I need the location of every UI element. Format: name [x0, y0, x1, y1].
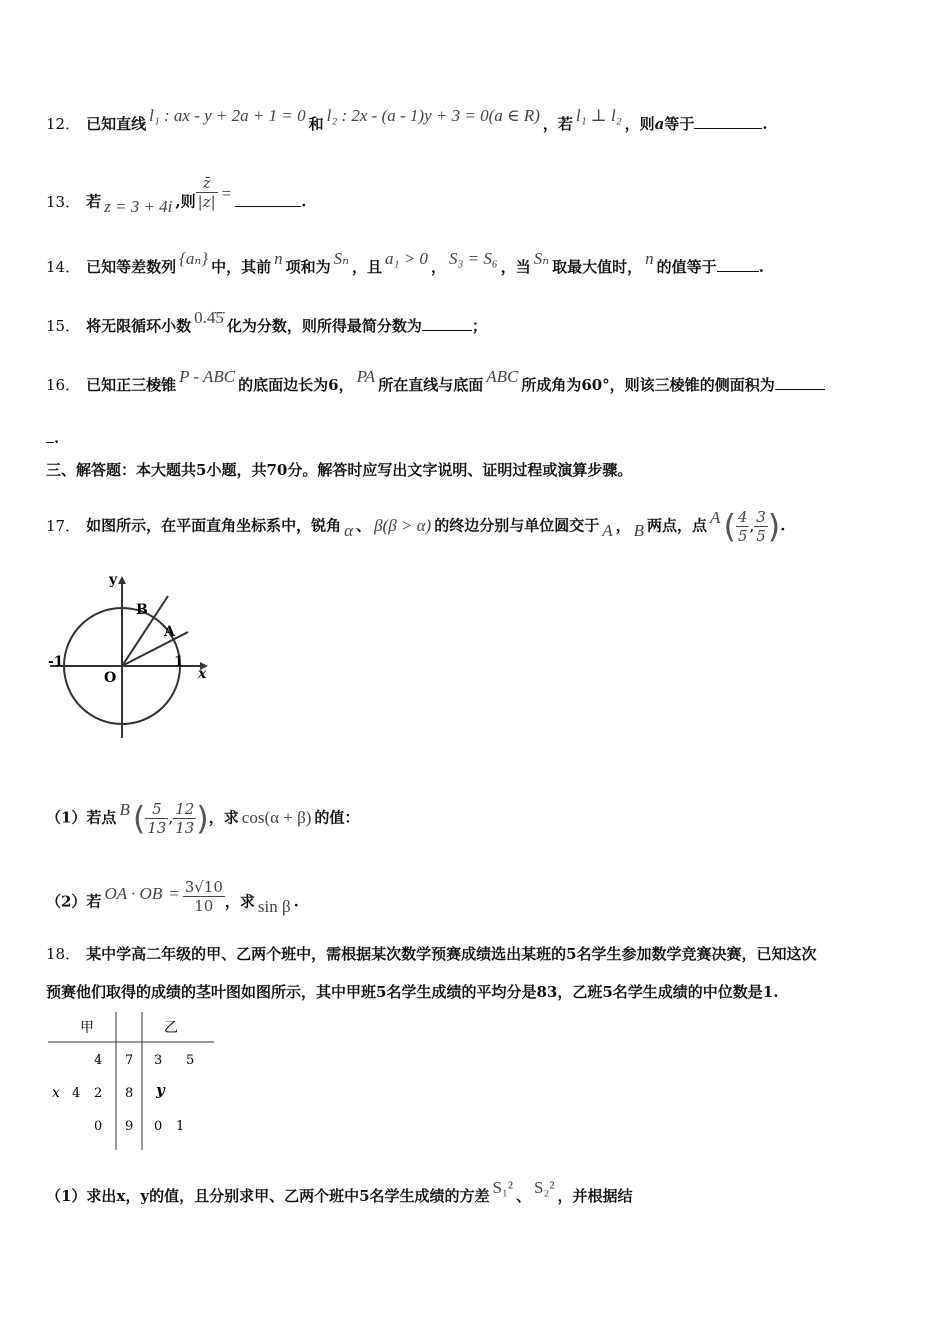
leaf-jia: 4	[94, 1053, 103, 1068]
answer-blank	[235, 192, 301, 207]
answer-blank	[775, 375, 825, 390]
base-abc: ABC	[486, 367, 519, 386]
question-number: 18．	[46, 945, 81, 963]
answer-blank	[717, 257, 759, 272]
repeating-decimal: 0.4̇5̇	[194, 308, 224, 327]
stem-leaf-diagram	[48, 1012, 228, 1152]
leaf-jia: 0	[94, 1119, 103, 1134]
question-15	[46, 308, 910, 338]
question-17-part-2	[46, 878, 910, 921]
fraction-denominator: |z|	[197, 193, 216, 211]
q14-text: ，当	[500, 258, 531, 276]
angle-beta: β(β > α)	[374, 515, 432, 535]
unit-circle-figure	[40, 568, 220, 748]
point-a-label: A	[710, 507, 721, 527]
class-jia-header: 甲	[80, 1020, 94, 1036]
leaf-yi: 3	[154, 1053, 163, 1068]
q17-text: 、	[356, 516, 372, 535]
left-paren: (	[723, 507, 736, 546]
stem-value: 9	[125, 1119, 134, 1134]
q12-text: ，则	[624, 115, 655, 133]
question-17: 17． 如图所示，在平面直角坐标系中，锐角 α 、 β(β > α) 的终边分别与单位圆交于 A ， B 两点，点 A( $\frac{4}{5}$ , $\frac{3}{5}$ ).	[46, 507, 786, 546]
x-axis-label: x	[198, 666, 207, 682]
dot-product-oa-ob: OA · OB	[104, 883, 163, 903]
fraction-numerator: 12	[175, 800, 195, 818]
stem-value: 8	[125, 1086, 134, 1101]
q17-text: 两点，点	[647, 516, 708, 535]
leaf-yi: 5	[186, 1053, 195, 1068]
q17-1-text: 的值：	[314, 808, 360, 827]
answer-blank	[422, 316, 472, 331]
variable-n: n	[274, 249, 283, 268]
edge-pa: PA	[356, 367, 376, 386]
y-axis-label: y	[109, 572, 118, 588]
fraction-denominator: 13	[147, 819, 167, 837]
question-14	[46, 249, 910, 279]
q17-2-text: .	[293, 892, 299, 911]
q14-text: 取最大值时，	[552, 258, 643, 276]
variance-s1: S₁²	[492, 1178, 514, 1197]
fraction-denominator: 5	[737, 527, 748, 545]
question-number: 16．	[46, 376, 81, 394]
q17-1-text: ，求	[208, 808, 239, 827]
q14-text: ，且	[352, 258, 383, 276]
question-number: 13．	[46, 192, 81, 211]
q12-text: 和	[308, 115, 324, 133]
q16-text: 已知正三棱锥	[86, 376, 177, 394]
section-3-heading: 三、解答题：本大题共5小题，共70分。解答时应写出文字说明、证明过程或演算步骤。	[46, 461, 633, 479]
q18-1-text: ，并根据结	[557, 1187, 633, 1205]
q12-text: ，若	[542, 115, 573, 133]
q16-text: .	[54, 429, 60, 447]
question-17-part-1: （1）若点 B( $\frac{5}{13}$ , $\frac{12}{13}$ )，求 cos(α + β) 的值：	[46, 799, 360, 838]
fraction-denominator: 5	[756, 527, 766, 545]
leaf-yi-y: y	[156, 1081, 165, 1099]
q13-text: .	[301, 192, 307, 211]
line-l2-equation: l₂ : 2x - (a - 1)y + 3 = 0(a ∈ R)	[326, 106, 540, 125]
leaf-jia: 2	[94, 1086, 103, 1101]
line-l1-equation: l₁ : ax - y + 2a + 1 = 0	[149, 106, 306, 125]
question-number: 17．	[46, 516, 81, 535]
q15-text: 将无限循环小数	[86, 317, 192, 335]
sequence-an: {aₙ}	[179, 249, 209, 268]
q13-text: 若	[86, 192, 102, 211]
q18-1-text: （1）求出x，y的值，且分别求甲、乙两个班中5名学生成绩的方差	[46, 1187, 490, 1205]
q18-text: 某中学高二年级的甲、乙两个班中，需根据某次数学预赛成绩选出某班的5名学生参加数学竞赛决赛，已知这次	[86, 945, 817, 963]
condition-s3-s6: S₃ = S₆	[448, 249, 498, 268]
q17-2-text: （2）若	[46, 892, 102, 911]
right-paren: )	[196, 799, 209, 838]
fraction-numerator: 5	[145, 800, 168, 819]
fraction-denominator: 13	[175, 819, 195, 837]
y-axis-arrow-icon	[118, 576, 126, 584]
question-number: 14．	[46, 258, 81, 276]
q14-text: ，	[430, 258, 446, 276]
question-13	[46, 174, 910, 221]
question-18-line-1	[46, 942, 910, 966]
question-16	[46, 367, 910, 397]
answer-blank-continued	[46, 428, 54, 443]
perpendicular-condition: l₁ ⊥ l₂	[575, 106, 622, 125]
variable-n: n	[645, 249, 654, 268]
point-b-label: B	[633, 520, 645, 540]
q14-text: 项和为	[285, 258, 331, 276]
q13-text: ,则	[175, 192, 196, 211]
q12-text: .	[762, 115, 768, 133]
q16-text: 所成角为60°，则该三棱锥的侧面积为	[521, 376, 775, 394]
leaf-jia: 4	[72, 1086, 81, 1101]
left-paren: (	[132, 799, 146, 838]
value-3root10-over-10	[183, 878, 225, 915]
point-b-label: B	[119, 799, 130, 819]
fraction-numerator: z̄	[196, 174, 218, 193]
coord-a-y	[754, 508, 768, 545]
q14-text: 中，其前	[211, 258, 272, 276]
q15-text: 化为分数，则所得最简分数为	[226, 317, 422, 335]
q14-text: .	[758, 258, 764, 276]
question-16-continued	[46, 426, 910, 450]
q17-text: .	[780, 516, 786, 535]
coord-b-x	[145, 800, 168, 837]
q12-text: 等于	[664, 115, 695, 133]
complex-z-definition: z = 3 + 4i	[104, 196, 173, 216]
fraction-numerator: 3	[756, 508, 766, 526]
q18-1-text: 、	[516, 1187, 532, 1205]
right-paren: )	[767, 507, 781, 546]
point-b-label: B	[136, 602, 148, 618]
sin-beta: sin β	[257, 896, 291, 916]
q17-text: 的终边分别与单位圆交于	[434, 516, 600, 535]
neg-one-label: -1	[48, 654, 64, 670]
question-18-line-2: 预赛他们取得的成绩的茎叶图如图所示，其中甲班5名学生成绩的平均分是83，乙班5名学生成绩的中位数是1.	[46, 983, 779, 1001]
sum-sn: Sₙ	[333, 249, 350, 268]
q17-1-text: （1）若点	[46, 808, 117, 827]
leaf-jia-x: x	[52, 1085, 60, 1101]
class-yi-header: 乙	[164, 1020, 178, 1036]
sum-sn: Sₙ	[533, 249, 550, 268]
q17-text: 如图所示，在平面直角坐标系中，锐角	[86, 516, 342, 535]
question-number: 15．	[46, 317, 81, 335]
coord-b-y	[173, 800, 196, 837]
question-number: 12．	[46, 115, 81, 133]
leaf-yi: 0	[154, 1119, 163, 1134]
point-a-label: A	[164, 624, 175, 640]
q14-text: 的值等于	[656, 258, 717, 276]
fraction-numerator: 4	[737, 508, 748, 526]
question-18-part-1	[46, 1178, 910, 1208]
q16-text: 的底面边长为6，	[238, 376, 354, 394]
equals-sign: =	[220, 183, 233, 203]
one-label: 1	[174, 654, 184, 670]
variance-s2: S₂²	[534, 1178, 555, 1197]
origin-label: O	[104, 670, 117, 686]
point-a-label: A	[602, 520, 613, 540]
angle-alpha: α	[344, 520, 354, 540]
equals-sign: =	[168, 883, 180, 903]
stem-value: 7	[125, 1053, 134, 1068]
q12-text: 已知直线	[86, 115, 147, 133]
variable-a: a	[654, 115, 665, 133]
condition-a1: a₁ > 0	[385, 249, 428, 268]
coord-a-x	[736, 508, 750, 545]
fraction-denominator: 10	[194, 897, 214, 915]
q16-text: 所在直线与底面	[378, 376, 484, 394]
cos-alpha-plus-beta: cos(α + β)	[241, 807, 312, 827]
pyramid-pabc: P - ABC	[179, 367, 236, 386]
q15-text: ；	[471, 317, 487, 335]
question-12	[46, 106, 910, 136]
q17-text: ，	[615, 516, 631, 535]
fraction-numerator: 3√10	[184, 878, 223, 896]
leaf-yi: 1	[176, 1119, 185, 1134]
conjugate-over-modulus	[196, 174, 218, 211]
q17-2-text: ，求	[224, 892, 255, 911]
answer-blank	[694, 114, 762, 129]
q14-text: 已知等差数列	[86, 258, 177, 276]
